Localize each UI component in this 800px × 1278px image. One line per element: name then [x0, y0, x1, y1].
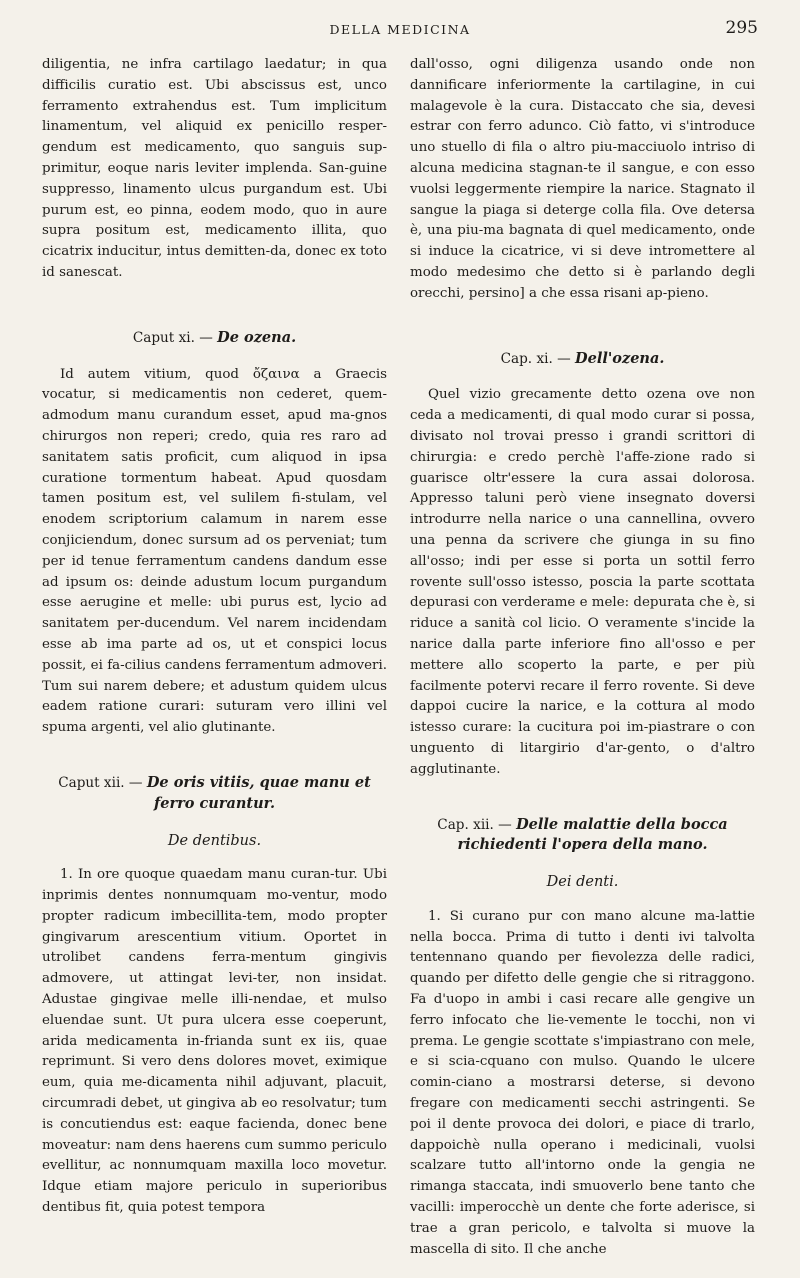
latin-chapter-11-heading: [42, 328, 387, 349]
running-head: DELLA MEDICINA: [329, 22, 471, 37]
italian-paragraph-2: Quel vizio grecamente detto ozena ove non ceda a medicamenti, di qual modo curar si possa, divisato nol trovai presso i grandi scrittori di chirurgia: e credo perchè l'affe-zione rado si guarisce oltr'essere la cura assai dolorosa. Appresso taluni però viene insegnato doversi introdurre nella narice o una cannellina, ovvero una penna da scrivere che giunga in su fino all'osso; indi per esse si porta un sottil ferro rovente sull'osso istesso, poscia la parte scottata depurasi con verderame e mele: depurata che è, si riduce a sanità col licio. O veramente s'incide la narice dalla parte inferiore fino all'osso e per mettere allo scoperto la parte, e per più facilmente potervi recare il ferro rovente. Si deve dappoi cucire la narice, e la cottura al modo istesso curare: la cucitura poi im-piastrare o con unguento di litargirio d'ar-gento, o d'altro agglutinante.: [410, 387, 755, 777]
latin-chapter-12-heading: [42, 773, 387, 815]
latin-paragraph-1: diligentia, ne infra cartilago laedatur; in qua difficilis curatio est. Ubi abscissus est, unco ferramento extrahendus est. Tum implicitum linamentum, vel aliquid ex penicillo resper-gendum est medicamento, quo sanguis sup-primitur, eoque naris leviter implenda. San-guine suppresso, linamento ulcus purgandum est. Ubi purum est, eo pinna, eodem modo, quo in aure supra positum est, medicamento illita, quo cicatrix inducitur, intus demitten-da, donec ex toto id sanescat.: [42, 57, 387, 280]
page-number: 295: [725, 18, 758, 38]
latin-chapter-11-label: Caput xi. —: [132, 329, 213, 346]
italian-chapter-12-heading: [410, 815, 755, 857]
italian-chapter-11-heading: [410, 349, 755, 370]
page-header: [42, 18, 758, 48]
latin-subheading: De dentibus.: [167, 832, 262, 849]
latin-chapter-12-label: Caput xii. —: [58, 774, 143, 791]
italian-chapter-11-title: Dell'ozena.: [575, 349, 665, 367]
latin-paragraph-3: 1. In ore quoque quaedam manu curan-tur. Ubi inprimis dentes nonnumquam mo-ventur, modo propter radicum imbecillita-tem, modo propter gingivarum arescentium vitium. Oportet in utrolibet candens ferra-mentum gingivis admovere, ut attingat levi-ter, non insidat. Adustae gingivae melle illi-nendae, et mulso eluendae sunt. Ut pura ulcera esse coeperunt, arida medicamenta in-frianda sunt ex iis, quae reprimunt. Si vero dens dolores movet, eximique eum, quia me-dicamenta nihil adjuvant, placuit, circumradi debet, ut gingiva ab eo resolvatur; tum is concutiendus est: eaque facienda, donec bene moveatur: nam dens haerens cum summo periculo evellitur, ac nonnumquam maxilla loco movetur. Idque etiam majore periculo in superioribus dentibus fit, quia potest tempora: [42, 867, 387, 1216]
latin-paragraph-2: Id autem vitium, quod ὄζαινα a Graecis vocatur, si medicamentis non cederet, quem-admodum manu curandum esset, apud ma-gnos chirurgos non reperi; credo, quia res raro ad sanitatem satis proficit, cum aliquod in ipsa curatione tormentum habeat. Apud quosdam tamen positum est, vel sulilem fi-stulam, vel enodem scriptorium calamum in narem esse conjiciendum, donec sursum ad os perveniat; tum per id tenue ferramentum candens dandum esse ad ipsum os: deinde adustum locum purgandum esse aerugine et melle: ubi purus est, lycio ad sanitatem per-ducendum. Vel narem incidendam esse ab ima parte ad os, ut et conspici locus possit, ei fa-cilius candens ferramentum admoveri. Tum sui narem debere; et adustum quidem ulcus eadem ratione curari: suturam vero illini vel spuma argenti, vel alio glutinante.: [42, 366, 387, 736]
italian-paragraph-1: dall'osso, ogni diligenza usando onde non dannificare inferiormente la cartilagine, in cui malagevole è la cura. Distaccato che sia, devesi estrar con ferro adunco. Ciò fatto, vi s'introduce uno stuello di fila o altro piu-macciuolo intriso di alcuna medicina stagnan-te il sangue, e con esso vuolsi leggermente riempire la narice. Stagnato il sangue la piaga si deterge colla fila. Ove detersa è, una piu-ma bagnata di quel medicamento, onde si induce la cicatrice, vi si deve intromettere al modo medesimo che detto si è parlando degli orecchi, persino] a che essa risani ap-pieno.: [410, 57, 755, 301]
italian-chapter-11-label: Cap. xi. —: [500, 350, 571, 367]
italian-chapter-12-title: Delle malattie della bocca richiedenti l'opera della mano.: [457, 815, 728, 854]
latin-chapter-12-title: De oris vitiis, quae manu et ferro curantur.: [146, 773, 371, 812]
latin-chapter-11-title: De ozena.: [217, 328, 297, 346]
italian-paragraph-3: 1. Si curano pur con mano alcune ma-lattie nella bocca. Prima di tutto i denti ivi talvolta tentennano quando per fievolezza delle radici, quando per difetto delle gengie che si ritraggono. Fa d'uopo in ambi i casi recare alle gengive un ferro infocato che lie-vemente le tocchi, non vi prema. Le gengie scottate s'impiastrano con mele, e si scia-cquano con mulso. Quando le ulcere comin-ciano a mostrarsi deterse, si devono fregare con medicamenti secchi astringenti. Se poi il dente provoca dei dolori, e piace di trarlo, dappoichè nulla operano i medicinali, vuolsi scalzare tutto all'intorno onde la gengia ne rimanga staccata, indi smuoverlo bene tanto che vacilli: imperocchè un dente che forte aderisce, si trae a gran pericolo, e talvolta si muove la mascella di sito. Il che anche: [410, 908, 755, 1257]
italian-chapter-12-label: Cap. xii. —: [437, 816, 512, 833]
italian-column: [410, 55, 755, 1260]
italian-subheading: Dei denti.: [546, 874, 619, 891]
latin-column: [42, 55, 387, 1219]
